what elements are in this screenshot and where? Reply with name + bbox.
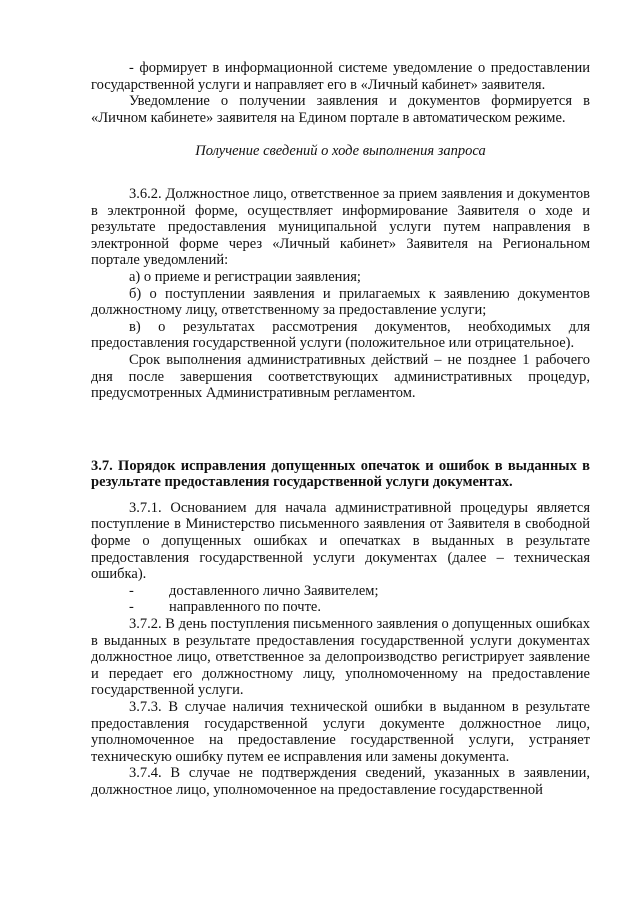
subtitle-request-status: Получение сведений о ходе выполнения запроса: [195, 143, 486, 160]
paragraph-3-7-2: 3.7.2. В день поступления письменного заявления о допущенных ошибках в выданных в результате предоставления государственной услуги документах должностное лицо, ответственное за делопроизводство регистрирует заявление и передает его должностному лицу, уполномоченному на предоставление государственной услуги.: [91, 616, 590, 699]
dash-marker: -: [129, 599, 134, 616]
section-heading-3-7: 3.7. Порядок исправления допущенных опечаток и ошибок в выданных в результате предоставления государственной услуги документах.: [91, 457, 590, 491]
list-item-v: в) о результатах рассмотрения документов, необходимых для предоставления государственной услуги (положительное или отрицательное).: [91, 318, 590, 352]
dash-item: [91, 583, 590, 600]
list-item-b: б) о поступлении заявления и прилагаемых к заявлению документов должностному лицу, ответственному за предоставление услуги;: [91, 285, 590, 319]
dash-item-text: доставленного лично Заявителем;: [169, 582, 379, 599]
dash-item: [91, 599, 590, 616]
paragraph-3-7-3: 3.7.3. В случае наличия технической ошибки в выданном в результате предоставления государственной услуги документе должностное лицо, уполномоченное на предоставление государственной услуги, устраняет техническую ошибку путем ее исправления или замены документа.: [91, 699, 590, 765]
paragraph-notification-auto: Уведомление о получении заявления и документов формируется в «Личном кабинете» заявителя на Едином портале в автоматическом режиме.: [91, 93, 590, 126]
paragraph-3-6-2: 3.6.2. Должностное лицо, ответственное за прием заявления и документов в электронной форме, осуществляет информирование Заявителя о ходе и результате предоставления муниципальной услуги путем направления в электронной форме через «Личный кабинет» Заявителя на Региональном портале уведомлений:: [91, 185, 590, 269]
dash-item-text: направленного по почте.: [169, 599, 321, 616]
list-item-a: а) о приеме и регистрации заявления;: [129, 268, 361, 285]
dash-marker: -: [129, 582, 134, 599]
paragraph-deadline: Срок выполнения административных действий – не позднее 1 рабочего дня после завершения соответствующих административных процедур, предусмотренных Административным регламентом.: [91, 351, 590, 402]
paragraph-notification-bullet: - формирует в информационной системе уведомление о предоставлении государственной услуги и направляет его в «Личный кабинет» заявителя.: [91, 60, 590, 93]
paragraph-3-7-4: 3.7.4. В случае не подтверждения сведений, указанных в заявлении, должностное лицо, уполномоченное на предоставление государственной: [91, 765, 590, 798]
paragraph-3-7-1: 3.7.1. Основанием для начала административной процедуры является поступление в Министерство письменного заявления от Заявителя в свободной форме о допущенных ошибках и опечатках в выданных в результате предоставления государственной услуги документах (далее – техническая ошибка).: [91, 499, 590, 583]
